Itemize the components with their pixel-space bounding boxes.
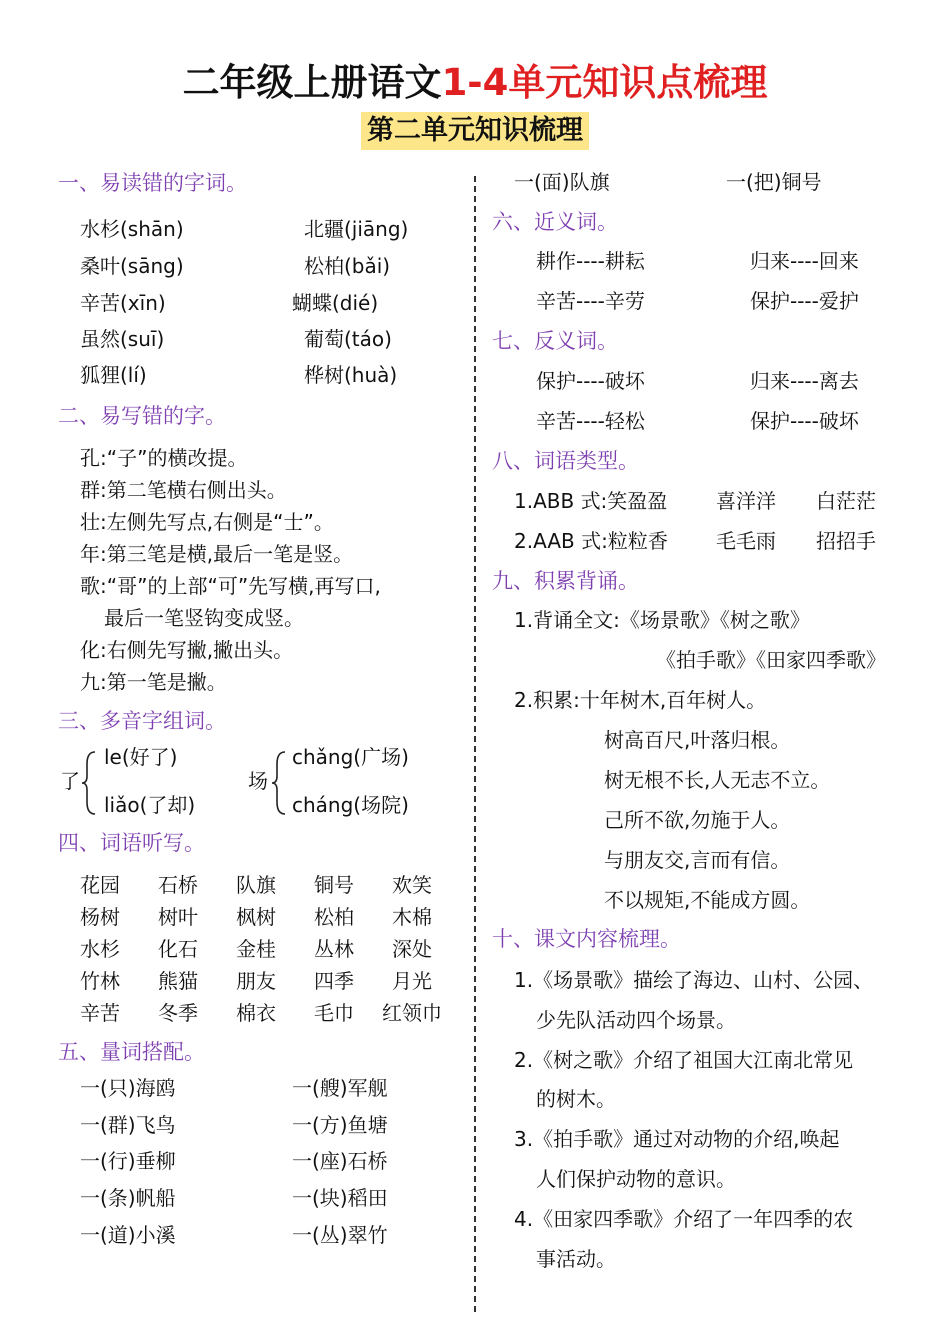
s9-l1b: 《拍手歌》《田家四季歌》 [656, 648, 886, 672]
s2-line-5: 最后一笔竖钩变成竖。 [104, 606, 304, 630]
s10-item-2-b: 人们保护动物的意识。 [536, 1167, 736, 1191]
s10-item-0-b: 少先队活动四个场景。 [536, 1008, 736, 1032]
s3-chang-top: chǎng(广场) [292, 745, 409, 769]
s2-line-2: 壮:左侧先写点,右侧是“士”。 [80, 510, 334, 534]
s9-line-3: 与朋友交,言而有信。 [604, 848, 791, 872]
s1-r1-a: 桑叶(sāng) [80, 254, 184, 278]
s8-heading: 八、词语类型。 [492, 449, 639, 473]
s5-r4-b: 一(丛)翠竹 [292, 1223, 388, 1247]
s10-item-1-b: 的树木。 [536, 1087, 616, 1111]
s4-word: 铜号 [314, 873, 354, 897]
s5-r4-a: 一(道)小溪 [80, 1223, 176, 1247]
s6-r0-b: 归来----回来 [750, 249, 859, 273]
s4-word: 月光 [392, 969, 432, 993]
s1-r0-b: 北疆(jiāng) [304, 217, 409, 241]
s4-word: 树叶 [158, 905, 198, 929]
s4-word: 四季 [314, 969, 354, 993]
s5-r0-b: 一(艘)军舰 [292, 1076, 388, 1100]
s4-word: 金桂 [236, 937, 276, 961]
s5-r2-a: 一(行)垂柳 [80, 1149, 176, 1173]
s9-line-0: 树高百尺,叶落归根。 [604, 728, 791, 752]
s9-line-2: 己所不欲,勿施于人。 [604, 808, 791, 832]
s4-word: 熊猫 [158, 969, 198, 993]
s4-word: 水杉 [80, 937, 120, 961]
s4-word: 辛苦 [80, 1001, 120, 1025]
s9-l1: 1.背诵全文:《场景歌》《树之歌》 [514, 608, 810, 632]
s2-line-7: 九:第一笔是撇。 [80, 670, 227, 694]
brace-icon-chang [270, 748, 288, 818]
s8-r1-a: 2.AAB 式:粒粒香 [514, 529, 668, 553]
s10-item-0-a: 1.《场景歌》描绘了海边、山村、公园、 [514, 968, 874, 992]
s4-word: 朋友 [236, 969, 276, 993]
s4-word: 深处 [392, 937, 432, 961]
s4-word: 花园 [80, 873, 120, 897]
s6-r0-a: 耕作----耕耘 [536, 249, 645, 273]
s2-line-0: 孔:“子”的横改提。 [80, 446, 248, 470]
s7-r1-b: 保护----破坏 [750, 409, 859, 433]
s5-cont-a: 一(面)队旗 [514, 170, 610, 194]
s1-heading: 一、易读错的字词。 [58, 171, 247, 195]
title-main: 二年级上册语文 [182, 61, 442, 104]
s10-heading: 十、课文内容梳理。 [492, 927, 681, 951]
s5-r0-a: 一(只)海鸥 [80, 1076, 176, 1100]
s5-r2-b: 一(座)石桥 [292, 1149, 388, 1173]
s4-word: 竹林 [80, 969, 120, 993]
s4-word: 化石 [158, 937, 198, 961]
s4-word: 枫树 [236, 905, 276, 929]
s1-r4-b: 桦树(huà) [304, 363, 398, 387]
s1-r3-a: 虽然(suī) [80, 327, 165, 351]
s3-le-top: le(好了) [104, 745, 178, 769]
s7-r0-b: 归来----离去 [750, 369, 859, 393]
s10-item-2-a: 3.《拍手歌》通过对动物的介绍,唤起 [514, 1127, 840, 1151]
s5-r1-a: 一(群)飞鸟 [80, 1113, 176, 1137]
s4-word: 石桥 [158, 873, 198, 897]
s4-word: 红领巾 [382, 1001, 442, 1025]
s4-word: 木棉 [392, 905, 432, 929]
s10-item-3-a: 4.《田家四季歌》介绍了一年四季的农 [514, 1207, 854, 1231]
page-title [0, 58, 950, 108]
s4-heading: 四、词语听写。 [58, 831, 205, 855]
s5-r1-b: 一(方)鱼塘 [292, 1113, 388, 1137]
s3-char-le: 了 [60, 769, 80, 793]
s9-line-1: 树无根不长,人无志不立。 [604, 768, 831, 792]
s2-line-4: 歌:“哥”的上部“可”先写横,再写口, [80, 574, 381, 598]
s6-r1-a: 辛苦----辛劳 [536, 289, 645, 313]
s8-r0-a: 1.ABB 式:笑盈盈 [514, 489, 668, 513]
s4-word: 欢笑 [392, 873, 432, 897]
s5-r3-a: 一(条)帆船 [80, 1186, 176, 1210]
s6-heading: 六、近义词。 [492, 210, 618, 234]
s4-word: 冬季 [158, 1001, 198, 1025]
s4-word: 队旗 [236, 873, 276, 897]
brace-icon-le [80, 748, 98, 818]
s5-r3-b: 一(块)稻田 [292, 1186, 388, 1210]
s4-word: 丛林 [314, 937, 354, 961]
s1-r3-b: 葡萄(táo) [304, 327, 392, 351]
s2-heading: 二、易写错的字。 [58, 404, 226, 428]
s9-line-4: 不以规矩,不能成方圆。 [604, 888, 811, 912]
subtitle-wrap [0, 112, 950, 150]
s4-word: 毛巾 [314, 1001, 354, 1025]
s2-line-3: 年:第三笔是横,最后一笔是竖。 [80, 542, 354, 566]
s5-cont-b: 一(把)铜号 [726, 170, 822, 194]
s8-r0-b: 喜洋洋 [716, 489, 776, 513]
s3-chang-bottom: cháng(场院) [292, 793, 409, 817]
title-red: 1-4单元知识点梳理 [441, 61, 768, 104]
s2-line-1: 群:第二笔横右侧出头。 [80, 478, 287, 502]
s5-heading: 五、量词搭配。 [58, 1040, 205, 1064]
s3-le-bottom: liǎo(了却) [104, 793, 196, 817]
s1-r4-a: 狐狸(lí) [80, 363, 147, 387]
s9-heading: 九、积累背诵。 [492, 569, 639, 593]
s1-r1-b: 松柏(bǎi) [304, 254, 391, 278]
s6-r1-b: 保护----爱护 [750, 289, 859, 313]
s1-r2-b: 蝴蝶(dié) [292, 291, 379, 315]
s7-r0-a: 保护----破坏 [536, 369, 645, 393]
subtitle: 第二单元知识梳理 [361, 112, 589, 150]
s10-item-3-b: 事活动。 [536, 1247, 616, 1271]
s1-r2-a: 辛苦(xīn) [80, 291, 166, 315]
s3-char-chang: 场 [248, 769, 268, 793]
column-divider [474, 176, 476, 1312]
s4-word: 松柏 [314, 905, 354, 929]
s4-word: 棉衣 [236, 1001, 276, 1025]
s8-r1-c: 招招手 [816, 529, 876, 553]
s3-heading: 三、多音字组词。 [58, 709, 226, 733]
s4-word: 杨树 [80, 905, 120, 929]
s8-r0-c: 白茫茫 [816, 489, 876, 513]
s8-r1-b: 毛毛雨 [716, 529, 776, 553]
s7-r1-a: 辛苦----轻松 [536, 409, 645, 433]
s9-l2: 2.积累:十年树木,百年树人。 [514, 688, 767, 712]
s1-r0-a: 水杉(shān) [80, 217, 184, 241]
s2-line-6: 化:右侧先写撇,撇出头。 [80, 638, 294, 662]
s10-item-1-a: 2.《树之歌》介绍了祖国大江南北常见 [514, 1048, 854, 1072]
s7-heading: 七、反义词。 [492, 329, 618, 353]
